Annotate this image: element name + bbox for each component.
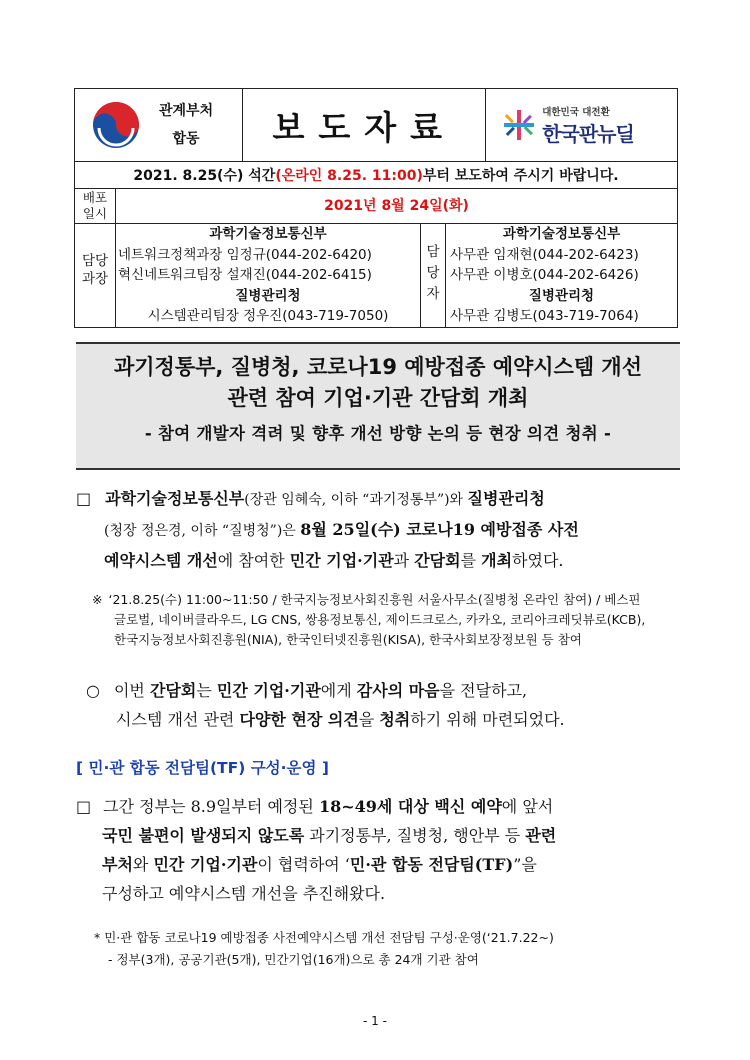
contact-label: [75, 224, 116, 327]
ministry-logo-cell: [75, 89, 243, 162]
p1-text: (청장 정은경, 이하 “질병청”)은: [104, 523, 301, 539]
note-text: ‘21.8.25(수) 11:00~11:50 / 한국지능정보사회진흥원 서울사무소(질병청 온라인 참여) / 베스핀: [108, 592, 641, 607]
contact-person: 사무관 임재현(044-202-6423): [450, 246, 639, 263]
embargo-row: [75, 162, 678, 189]
contact-person: 혁신네트워크팀장 설재진(044-202-6415): [118, 267, 372, 283]
bullet-circle: ○: [86, 681, 100, 700]
dist-label-2: 일시: [82, 206, 108, 221]
p2-text: 청취: [379, 710, 411, 729]
headline-line-2: 관련 참여 기업·기관 간담회 개최: [227, 386, 529, 410]
bullet-square: □: [76, 797, 92, 816]
paragraph-2: [86, 676, 686, 734]
note-mark: ※: [92, 592, 103, 607]
p3-text: 민간 기업·기관: [153, 855, 258, 874]
p3-text: 부처: [102, 855, 133, 874]
p1-text: 과학기술정보통신부: [105, 489, 245, 508]
p3-text: 이 협력하여 ‘: [257, 855, 350, 874]
contact-mid-char: 담: [426, 244, 440, 260]
dist-label: [75, 189, 116, 223]
p1-text: 하였다.: [512, 551, 564, 570]
paragraph-3: [76, 792, 688, 908]
embargo-text: 2021. 8.25(수) 석간: [133, 168, 276, 184]
p2-text: 감사의 마음: [356, 681, 440, 700]
p3-text: ”을: [513, 855, 537, 874]
note-text: 한국지능정보사회진흥원(NIA), 한국인터넷진흥원(KISA), 한국사회보장정보원 등 참여: [114, 632, 582, 647]
contact-org: 과학기술정보통신부: [502, 226, 621, 242]
headline-line-1: 과기정통부, 질병청, 코로나19 예방접종 예약시스템 개선: [113, 355, 643, 379]
p1-text: 에 참여한: [217, 551, 290, 570]
note-text: - 정부(3개), 공공기관(5개), 민간기업(16개)으로 총 24개 기관 참여: [108, 952, 479, 967]
distribution-row: [75, 189, 678, 224]
p2-text: 는: [196, 681, 217, 700]
brand-tagline: 대한민국 대전환: [542, 106, 610, 118]
contact-mid-char: 자: [426, 286, 440, 302]
headline-box: [76, 342, 680, 470]
note-2: [94, 928, 694, 970]
p2-text: 이번: [113, 681, 150, 700]
doc-type-title: 보도자료: [272, 107, 456, 147]
dist-date: 2021년 8월 24일(화): [324, 198, 469, 214]
contact-label-1: 담당: [81, 253, 109, 269]
contact-left: [116, 224, 421, 327]
p3-text: 와: [132, 855, 154, 874]
bullet-square: □: [76, 489, 92, 508]
headline-subtitle: - 참여 개발자 격려 및 향후 개선 방향 논의 등 현장 의견 청취 -: [144, 424, 612, 443]
p3-text: 에 앞서: [501, 797, 554, 816]
contact-person: 사무관 이병호(044-202-6426): [450, 267, 639, 283]
p2-text: 시스템 개선 관련: [116, 710, 240, 729]
embargo-online: (온라인 8.25. 11:00): [275, 168, 423, 184]
p1-text: 간담회: [414, 551, 461, 570]
p1-text: (장관 임혜숙, 이하 “과기정통부”)와: [244, 492, 468, 508]
p3-text: 그간 정부는 8.9일부터 예정된: [103, 797, 319, 816]
p1-text: 질병관리청: [467, 489, 545, 508]
contact-org: 과학기술정보통신부: [209, 226, 327, 242]
note-text: 글로벌, 네이버클라우드, LG CNS, 쌍용정보통신, 제이드크로스, 카카오, 코리아크레딧뷰로(KCB),: [114, 612, 646, 627]
p2-text: 민간 기업·기관: [216, 681, 321, 700]
p1-text: 민간 기업·기관: [289, 551, 394, 570]
contact-mid-label: [421, 224, 446, 327]
p2-text: 을 전달하고,: [439, 681, 528, 700]
contact-row: [75, 224, 678, 328]
contact-person: 시스템관리팀장 정우진(043-719-7050): [147, 308, 389, 324]
paragraph-1: [76, 484, 686, 575]
p3-text: 구성하고 예약시스템 개선을 추진해왔다.: [102, 884, 386, 903]
government-emblem-icon: [91, 100, 141, 150]
p2-text: 하기 위해 마련되었다.: [410, 710, 565, 729]
embargo-tail: 부터 보도하여 주시기 바랍니다.: [422, 168, 619, 184]
p3-text: 18~49세 대상 백신 예약: [318, 797, 502, 816]
p2-text: 에게: [320, 681, 357, 700]
contact-org: 질병관리청: [528, 287, 595, 304]
contact-label-2: 과장: [81, 271, 109, 287]
p3-text: 국민 불편이 발생되지 않도록: [102, 826, 305, 845]
joint-line-1: 관계부처: [159, 103, 214, 119]
section-heading: [ 민·관 합동 전담팀(TF) 구성·운영 ]: [76, 759, 329, 777]
dist-label-1: 배포: [82, 190, 108, 205]
joint-line-2: 합동: [172, 131, 200, 147]
p1-text: 8월 25일(수) 코로나19 예방접종 사전: [300, 520, 579, 539]
p2-text: 간담회: [149, 681, 197, 700]
p2-text: 다양한 현장 의견: [239, 710, 359, 729]
contact-right: [446, 224, 677, 327]
p2-text: 을: [358, 710, 380, 729]
brand-name: 한국판뉴딜: [542, 121, 634, 146]
press-header-table: [74, 88, 678, 328]
contact-person: 네트워크정책과장 임정규(044-202-6420): [118, 246, 372, 263]
p3-text: 과기정통부, 질병청, 행안부 등: [304, 826, 526, 845]
p1-text: 개최: [481, 551, 513, 570]
note-text: * 민·관 합동 코로나19 예방접종 사전예약시스템 개선 전담팀 구성·운영(‘21.7.22~): [94, 930, 554, 945]
contact-person: 사무관 김병도(043-719-7064): [450, 308, 639, 324]
contact-mid-char: 당: [426, 265, 440, 281]
note-1: [92, 590, 692, 650]
p1-text: 과: [393, 551, 415, 570]
page-number: - 1 -: [363, 1014, 387, 1028]
new-deal-logo-icon: [502, 108, 536, 142]
p1-text: 를: [460, 551, 482, 570]
p3-text: 민·관 합동 전담팀(TF): [349, 855, 514, 874]
doc-type-cell: [243, 89, 486, 162]
brand-logo-cell: [486, 89, 678, 162]
p1-text: 예약시스템 개선: [104, 551, 218, 570]
contact-org: 질병관리청: [235, 287, 301, 304]
p3-text: 관련: [525, 826, 557, 845]
